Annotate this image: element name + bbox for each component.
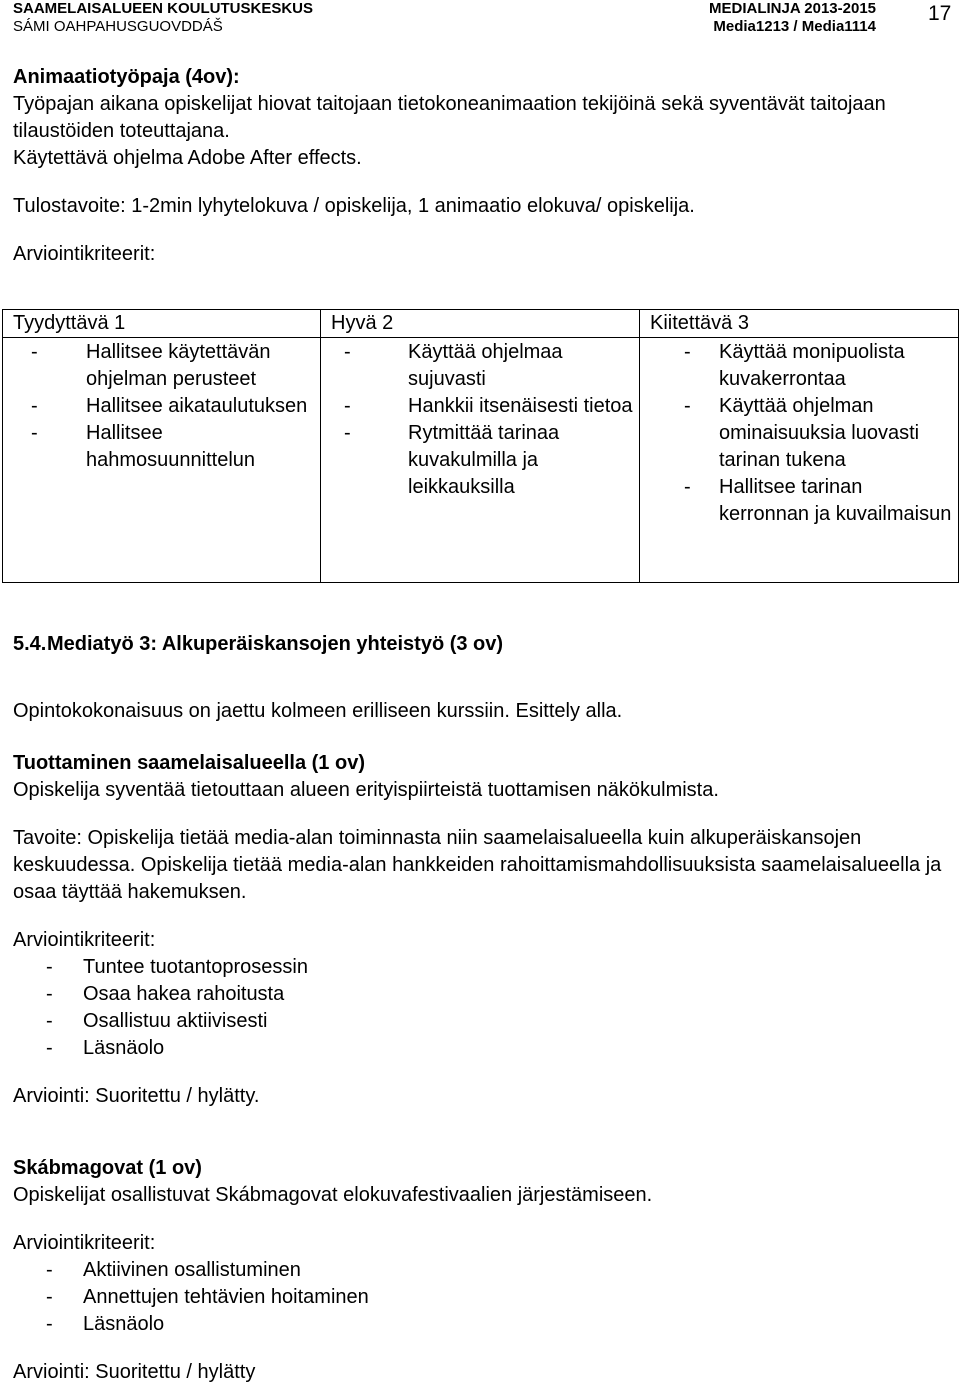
rubric-table xyxy=(2,309,959,583)
workshop-goal: Tulostavoite: 1-2min lyhytelokuva / opiskelija, 1 animaatio elokuva/ opiskelija. xyxy=(13,195,695,217)
rubric-cell-good xyxy=(321,338,640,583)
criteria-item: - Läsnäolo xyxy=(13,1035,953,1062)
criteria-item: - Annettujen tehtävien hoitaminen xyxy=(13,1284,953,1311)
course-criteria-label: Arviointikriteerit: xyxy=(13,929,156,951)
workshop-software: Käytettävä ohjelma Adobe After effects. xyxy=(13,147,362,169)
rubric-cell-satisfactory xyxy=(3,338,321,583)
page-header-right xyxy=(676,0,876,36)
criteria-item: - Aktiivinen osallistuminen xyxy=(13,1257,953,1284)
rubric-item: - Käyttää ohjelmaa sujuvasti xyxy=(344,341,563,390)
rubric-header-row xyxy=(3,310,959,338)
workshop-description: Työpajan aikana opiskelijat hiovat taitojaan tietokoneanimaation tekijöinä sekä syventävät taitojaan tilaustöiden toteuttajana. xyxy=(13,93,886,142)
rubric-item: - Käyttää ohjelman ominaisuuksia luovasti tarinan tukena xyxy=(684,395,920,471)
rubric-item: - Hallitsee aikataulutuksen xyxy=(31,395,308,417)
course-skabmagovat xyxy=(13,1155,953,1386)
rubric-cell-excellent xyxy=(640,338,959,583)
rubric-item: - Käyttää monipuolista kuvakerrontaa xyxy=(684,341,905,390)
section-heading xyxy=(13,631,953,658)
rubric-item: - Hankkii itsenäisesti tietoa xyxy=(344,395,633,417)
section-number: 5.4. xyxy=(13,633,47,655)
criteria-item: - Osaa hakea rahoitusta xyxy=(13,981,953,1008)
rubric-item: - Hallitsee hahmosuunnittelun xyxy=(31,422,256,471)
criteria-item: - Osallistuu aktiivisesti xyxy=(13,1008,953,1035)
course-assessment: Arviointi: Suoritettu / hylätty. xyxy=(13,1085,260,1107)
rubric-item: - Hallitsee käytettävän ohjelman perusteet xyxy=(31,341,271,390)
course-codes: Media1213 / Media1114 xyxy=(713,18,876,35)
course-description: Opiskelijat osallistuvat Skábmagovat elokuvafestivaalien järjestämiseen. xyxy=(13,1184,653,1206)
rubric-header-cell: Tyydyttävä 1 xyxy=(3,310,321,338)
course-assessment: Arviointi: Suoritettu / hylätty xyxy=(13,1361,256,1383)
workshop-criteria-label: Arviointikriteerit: xyxy=(13,243,156,265)
criteria-item: - Tuntee tuotantoprosessin xyxy=(13,954,953,981)
section-intro: Opintokokonaisuus on jaettu kolmeen erilliseen kurssiin. Esittely alla. xyxy=(13,700,623,722)
org-name-sami: SÁMI OAHPAHUSGUOVDDÁŠ xyxy=(13,18,223,35)
criteria-item: - Läsnäolo xyxy=(13,1311,953,1338)
rubric-header-cell: Hyvä 2 xyxy=(321,310,640,338)
org-name: SAAMELAISALUEEN KOULUTUSKESKUS xyxy=(13,0,314,17)
page-header-left xyxy=(13,0,313,36)
course-goal: Tavoite: Opiskelija tietää media-alan toiminnasta niin saamelaisalueella kuin alkuperäiskansojen keskuudessa. Opiskelija tietää media-alan hankkeiden rahoittamismahdollisuuksista saamelaisalueella ja osaa täyttää hakemuksen. xyxy=(13,827,942,903)
rubric-header-cell: Kiitettävä 3 xyxy=(640,310,959,338)
course-title: Skábmagovat (1 ov) xyxy=(13,1157,202,1179)
rubric-item: - Hallitsee tarinan kerronnan ja kuvailmaisun xyxy=(684,476,952,525)
program-name: MEDIALINJA 2013-2015 xyxy=(708,0,876,17)
rubric-body-row xyxy=(3,338,959,583)
workshop-title: Animaatiotyöpaja (4ov): xyxy=(13,66,240,88)
course-criteria-label: Arviointikriteerit: xyxy=(13,1232,156,1254)
workshop-section xyxy=(13,64,953,268)
course-description: Opiskelija syventää tietouttaan alueen erityispiirteistä tuottamisen näkökulmista. xyxy=(13,779,719,801)
rubric-item: - Rytmittää tarinaa kuvakulmilla ja leikkauksilla xyxy=(344,422,560,498)
course-title: Tuottaminen saamelaisalueella (1 ov) xyxy=(13,752,365,774)
course-production xyxy=(13,750,953,1110)
section-title: Mediatyö 3: Alkuperäiskansojen yhteistyö (3 ov) xyxy=(47,633,504,655)
page-number: 17 xyxy=(928,2,952,25)
